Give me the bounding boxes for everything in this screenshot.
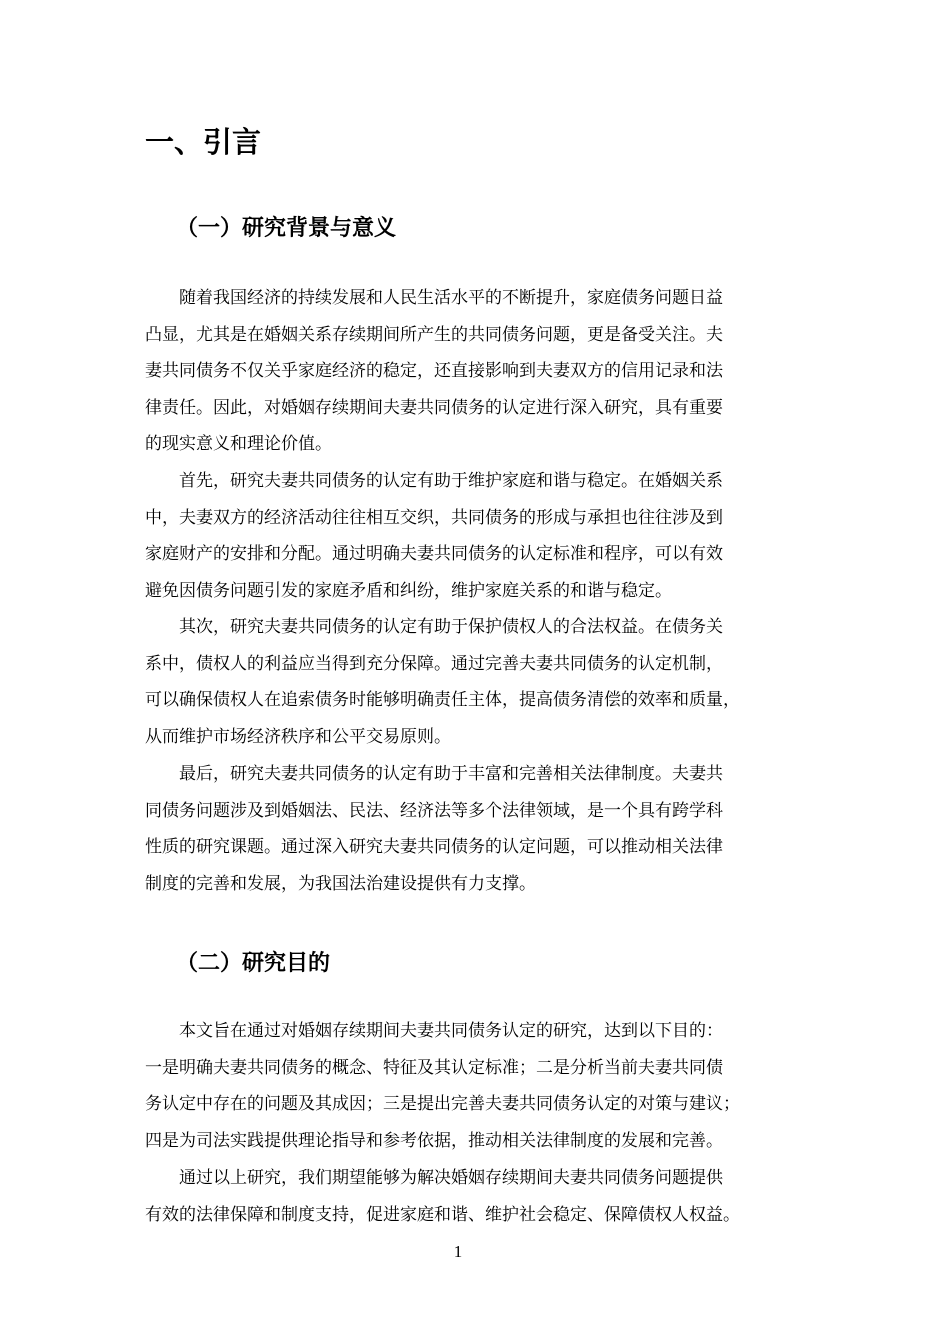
text-line: 可以确保债权人在追索债务时能够明确责任主体，提高债务清偿的效率和质量， — [145, 690, 740, 711]
section-heading-purpose: （二）研究目的 — [176, 951, 331, 976]
paragraph-background-2 — [145, 463, 825, 609]
text-line: 从而维护市场经济秩序和公平交易原则。 — [145, 726, 451, 747]
page-number: 1 — [453, 1242, 463, 1261]
text-line: 四是为司法实践提供理论指导和参考依据，推动相关法律制度的发展和完善。 — [145, 1130, 723, 1151]
text-line: 本文旨在通过对婚姻存续期间夫妻共同债务认定的研究，达到以下目的： — [179, 1021, 723, 1041]
text-line: 有效的法律保障和制度支持，促进家庭和谐、维护社会稳定、保障债权人权益。 — [145, 1204, 740, 1225]
text-line: 妻共同债务不仅关乎家庭经济的稳定，还直接影响到夫妻双方的信用记录和法 — [145, 361, 723, 382]
paragraph-purpose-1 — [145, 1013, 825, 1159]
text-line: 性质的研究课题。通过深入研究夫妻共同债务的认定问题，可以推动相关法律 — [145, 837, 723, 858]
text-line: 首先，研究夫妻共同债务的认定有助于维护家庭和谐与稳定。在婚姻关系 — [179, 471, 723, 491]
text-line: 制度的完善和发展，为我国法治建设提供有力支撑。 — [145, 873, 536, 894]
section-heading-background: （一）研究背景与意义 — [176, 216, 397, 241]
paragraph-background-4 — [145, 756, 825, 902]
text-line: 家庭财产的安排和分配。通过明确夫妻共同债务的认定标准和程序，可以有效 — [145, 544, 723, 565]
text-line: 的现实意义和理论价值。 — [145, 434, 332, 455]
text-line: 随着我国经济的持续发展和人民生活水平的不断提升，家庭债务问题日益 — [179, 288, 723, 308]
paragraph-background-1 — [145, 280, 825, 463]
text-line: 凸显，尤其是在婚姻关系存续期间所产生的共同债务问题，更是备受关注。夫 — [145, 324, 723, 345]
text-line: 系中，债权人的利益应当得到充分保障。通过完善夫妻共同债务的认定机制， — [145, 653, 723, 674]
chapter-heading: 一、引言 — [145, 125, 262, 159]
text-line: 同债务问题涉及到婚姻法、民法、经济法等多个法律领域，是一个具有跨学科 — [145, 800, 723, 821]
paragraph-background-3 — [145, 609, 825, 755]
text-line: 律责任。因此，对婚姻存续期间夫妻共同债务的认定进行深入研究，具有重要 — [145, 397, 723, 418]
paragraph-purpose-2 — [145, 1160, 825, 1233]
text-line: 其次，研究夫妻共同债务的认定有助于保护债权人的合法权益。在债务关 — [179, 617, 723, 637]
text-line: 务认定中存在的问题及其成因；三是提出完善夫妻共同债务认定的对策与建议； — [145, 1094, 740, 1115]
text-line: 一是明确夫妻共同债务的概念、特征及其认定标准；二是分析当前夫妻共同债 — [145, 1057, 723, 1078]
text-line: 中，夫妻双方的经济活动往往相互交织，共同债务的形成与承担也往往涉及到 — [145, 507, 723, 528]
text-line: 通过以上研究，我们期望能够为解决婚姻存续期间夫妻共同债务问题提供 — [179, 1168, 723, 1188]
text-line: 最后，研究夫妻共同债务的认定有助于丰富和完善相关法律制度。夫妻共 — [179, 764, 723, 784]
text-line: 避免因债务问题引发的家庭矛盾和纠纷，维护家庭关系的和谐与稳定。 — [145, 580, 672, 601]
